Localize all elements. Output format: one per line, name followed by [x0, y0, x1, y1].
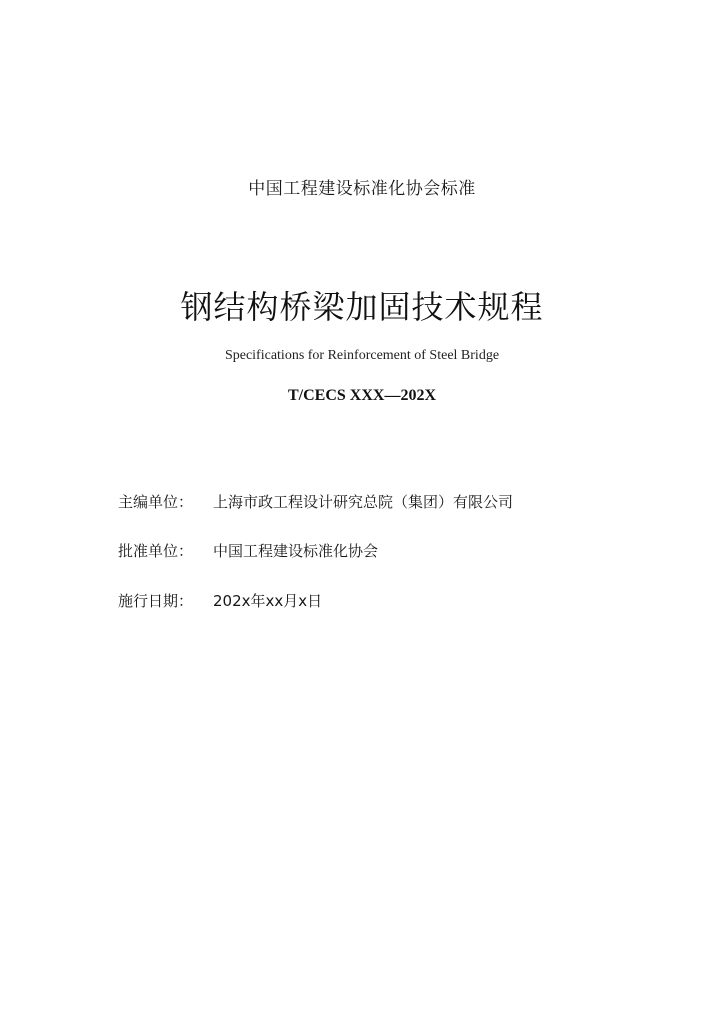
standard-code: T/CECS XXX—202X	[287, 387, 436, 404]
english-subtitle: Specifications for Reinforcement of Steel Bridge	[224, 348, 500, 363]
issuing-organization: 中国工程建设标准化协会标准	[248, 179, 476, 199]
approval-unit-row	[118, 540, 378, 561]
document-title: 钢结构桥梁加固技术规程	[180, 288, 544, 326]
effective-date-label: 施行日期：	[118, 592, 194, 610]
chief-editor-value: 上海市政工程设计研究总院（集团）有限公司	[213, 493, 514, 511]
approval-unit-value: 中国工程建设标准化协会	[213, 542, 379, 560]
chief-editor-row	[118, 491, 513, 512]
approval-unit-label: 批准单位：	[118, 542, 194, 560]
effective-date-value: 202x年xx月x日	[213, 592, 323, 610]
chief-editor-label: 主编单位：	[118, 493, 194, 511]
effective-date-row	[118, 590, 322, 611]
